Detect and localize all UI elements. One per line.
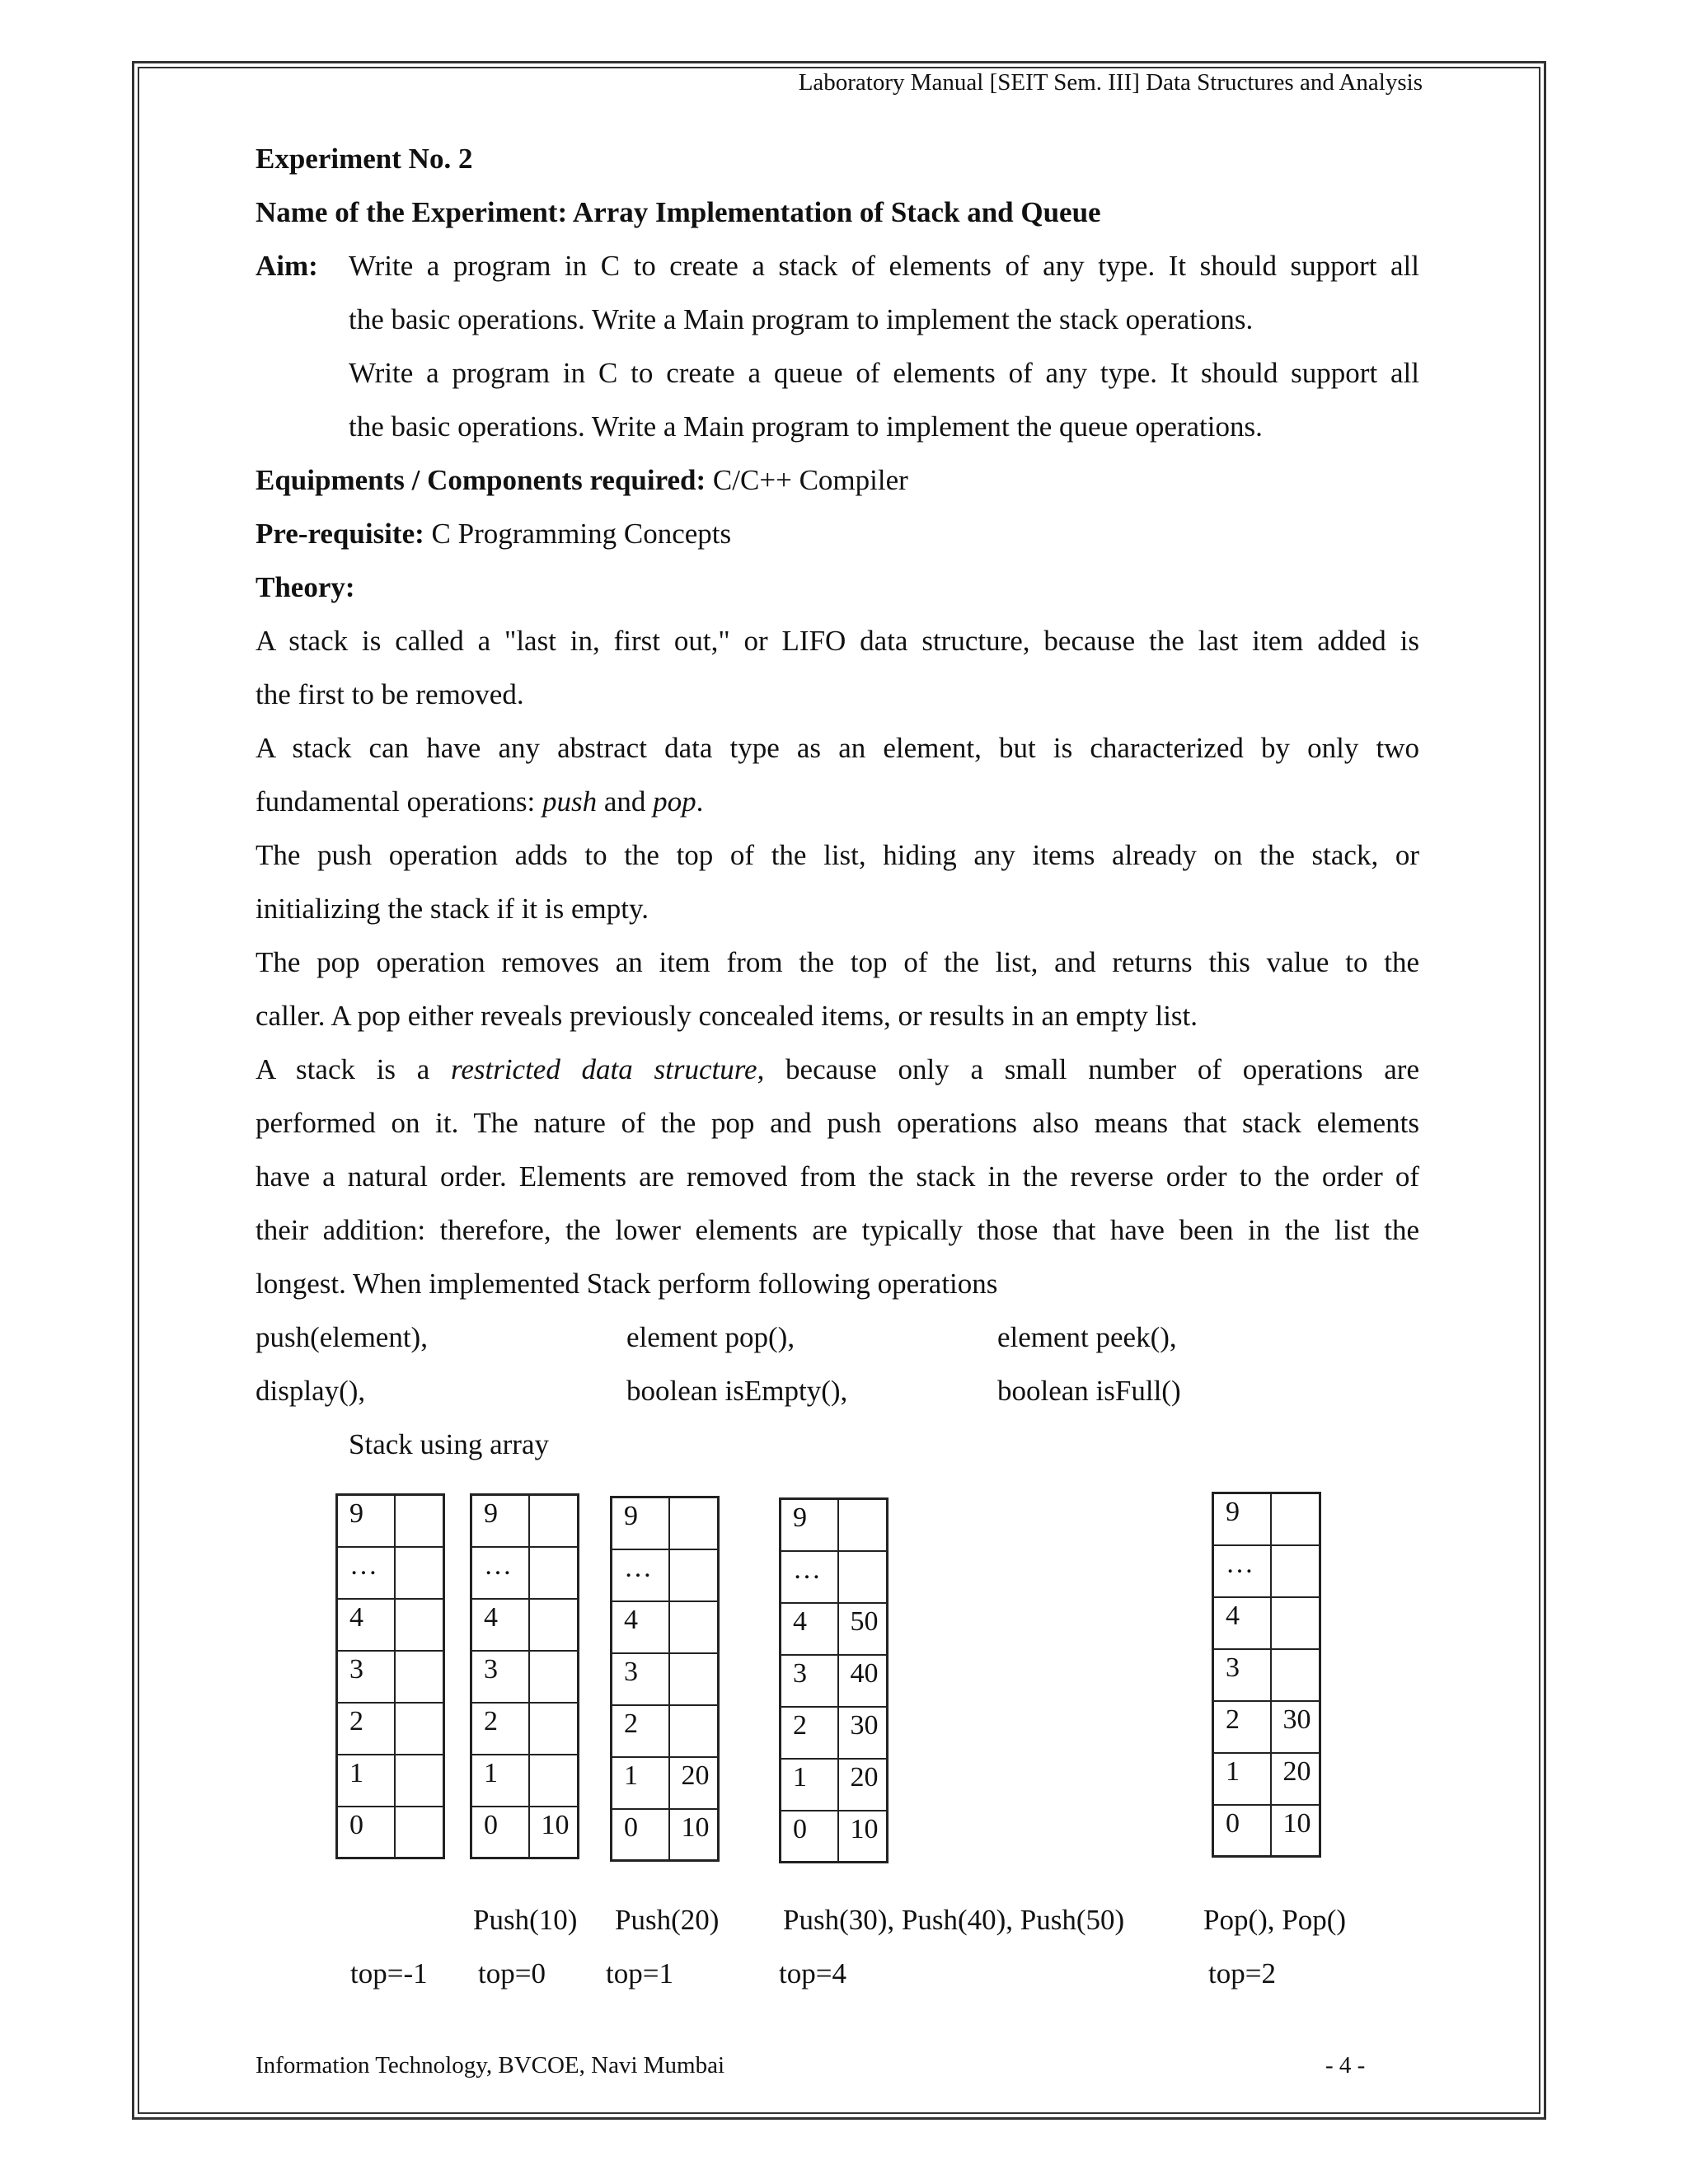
operation: push(element), (256, 1321, 428, 1353)
stack-row (781, 1551, 888, 1603)
stack-index-cell: 0 (337, 1807, 395, 1858)
experiment-number: Experiment No. 2 (256, 143, 473, 175)
stack-row (612, 1601, 719, 1653)
aim-label: Aim: (256, 250, 318, 282)
theory-line: initializing the stack if it is empty. (256, 893, 649, 925)
theory-line: A stack is called a "last in, first out," or LIFO data structure, because the last item added is (256, 625, 1419, 657)
aim-line: Write a program in C to create a queue of elements of any type. It should support all (349, 357, 1419, 389)
page-header: Laboratory Manual [SEIT Sem. III] Data Structures and Analysis (798, 69, 1423, 96)
stack-index-cell: 1 (471, 1755, 529, 1807)
theory-line: fundamental operations: push and pop. (256, 785, 704, 818)
operation: element peek(), (997, 1321, 1177, 1353)
aim-line: Write a program in C to create a stack of elements of any type. It should support all (349, 250, 1419, 282)
stack-index-cell: 0 (612, 1809, 669, 1861)
stack-value-cell (529, 1651, 579, 1703)
stack-index-cell: 1 (337, 1755, 395, 1807)
stack-row (1213, 1753, 1320, 1805)
operations-row (256, 1364, 1419, 1418)
stack-row (612, 1497, 719, 1549)
stack-index-cell: 2 (612, 1705, 669, 1757)
stack-row (612, 1653, 719, 1705)
stack-value-cell: 20 (1271, 1753, 1320, 1805)
stack-row (1213, 1597, 1320, 1649)
stack-row (781, 1759, 888, 1811)
stack-row (337, 1807, 444, 1858)
operations-row (256, 1310, 1419, 1364)
stack-value-cell (669, 1705, 719, 1757)
stack-index-cell: 3 (471, 1651, 529, 1703)
stack-row (471, 1807, 579, 1858)
stack-index-cell: 0 (1213, 1805, 1271, 1857)
stack-index-cell: 9 (471, 1495, 529, 1547)
stack-row (337, 1547, 444, 1599)
stack-value-cell: 40 (838, 1655, 888, 1707)
stack-index-cell: 3 (612, 1653, 669, 1705)
stack-row (612, 1809, 719, 1861)
aim-text (349, 239, 1419, 453)
stack-top-label: top=0 (478, 1957, 546, 1990)
stack-index-cell: 4 (471, 1599, 529, 1651)
stack-row (471, 1651, 579, 1703)
stack-value-cell: 10 (838, 1811, 888, 1863)
stack-row (471, 1495, 579, 1547)
stack-value-cell: 20 (838, 1759, 888, 1811)
stack-value-cell: 20 (669, 1757, 719, 1809)
stack-row (612, 1549, 719, 1601)
stack-value-cell (395, 1651, 444, 1703)
stack-diagram (1212, 1492, 1321, 1858)
theory-line: performed on it. The nature of the pop and push operations also means that stack elements (256, 1107, 1419, 1139)
stack-value-cell (1271, 1545, 1320, 1597)
stack-index-cell: 3 (1213, 1649, 1271, 1701)
stack-value-cell: 10 (529, 1807, 579, 1858)
prerequisite: Pre-requisite: C Programming Concepts (256, 518, 732, 550)
stack-row (1213, 1493, 1320, 1545)
stack-index-cell: 1 (781, 1759, 838, 1811)
stack-index-cell: 9 (781, 1499, 838, 1551)
stack-row (471, 1599, 579, 1651)
stack-index-cell: 4 (612, 1601, 669, 1653)
stack-index-cell: 3 (337, 1651, 395, 1703)
stack-index-cell: 2 (337, 1703, 395, 1755)
stack-row (1213, 1649, 1320, 1701)
stack-index-cell: 9 (1213, 1493, 1271, 1545)
stack-row (781, 1603, 888, 1655)
stack-value-cell (669, 1497, 719, 1549)
stack-index-cell: 0 (471, 1807, 529, 1858)
stack-row (612, 1705, 719, 1757)
stack-value-cell (1271, 1597, 1320, 1649)
operation: display(), (256, 1375, 366, 1407)
stack-index-cell: 1 (612, 1757, 669, 1809)
stack-value-cell (529, 1547, 579, 1599)
stack-diagram (610, 1496, 720, 1862)
equipments: Equipments / Components required: C/C++ Compiler (256, 464, 908, 496)
stack-index-cell: 4 (1213, 1597, 1271, 1649)
stack-value-cell (669, 1653, 719, 1705)
stack-value-cell (395, 1547, 444, 1599)
stack-op-label: Push(20) (615, 1904, 720, 1936)
stack-row (337, 1651, 444, 1703)
stack-row (471, 1703, 579, 1755)
stack-value-cell (395, 1807, 444, 1858)
theory-line: A stack is a restricted data structure, because only a small number of operations are (256, 1053, 1419, 1085)
stack-top-label: top=1 (606, 1957, 673, 1990)
stack-top-label: top=4 (779, 1957, 846, 1990)
stack-value-cell (669, 1549, 719, 1601)
stack-index-cell: 0 (781, 1811, 838, 1863)
stack-index-cell: … (471, 1547, 529, 1599)
stack-row (1213, 1701, 1320, 1753)
stack-row (781, 1707, 888, 1759)
stack-value-cell: 10 (669, 1809, 719, 1861)
stack-row (337, 1703, 444, 1755)
stack-value-cell (395, 1495, 444, 1547)
theory-line: The pop operation removes an item from the top of the list, and returns this value to the (256, 946, 1419, 978)
stack-value-cell: 50 (838, 1603, 888, 1655)
aim-line: the basic operations. Write a Main program to implement the stack operations. (349, 303, 1254, 335)
stack-diagram (335, 1493, 445, 1859)
stack-value-cell (395, 1755, 444, 1807)
stack-top-label: top=-1 (350, 1957, 428, 1990)
stack-op-label: Push(10) (473, 1904, 578, 1936)
stack-row (471, 1547, 579, 1599)
stack-value-cell (838, 1499, 888, 1551)
stack-row (1213, 1805, 1320, 1857)
operation: element pop(), (626, 1321, 795, 1353)
experiment-name: Name of the Experiment: Array Implementation of Stack and Queue (256, 196, 1101, 228)
stack-index-cell: 1 (1213, 1753, 1271, 1805)
document-body (256, 132, 1419, 1471)
stack-index-cell: 2 (1213, 1701, 1271, 1753)
stack-index-cell: 2 (471, 1703, 529, 1755)
stack-value-cell (395, 1599, 444, 1651)
theory-line: their addition: therefore, the lower elements are typically those that have been in the list the (256, 1214, 1419, 1246)
stack-index-cell: … (337, 1547, 395, 1599)
stack-value-cell: 30 (1271, 1701, 1320, 1753)
stack-index-cell: … (1213, 1545, 1271, 1597)
stack-row (337, 1599, 444, 1651)
stack-row (1213, 1545, 1320, 1597)
stack-value-cell (529, 1599, 579, 1651)
stack-index-cell: 9 (337, 1495, 395, 1547)
theory-line: caller. A pop either reveals previously concealed items, or results in an empty list. (256, 1000, 1198, 1032)
stack-row (337, 1495, 444, 1547)
page-number: - 4 - (1325, 2052, 1366, 2079)
aim-line: the basic operations. Write a Main program to implement the queue operations. (349, 410, 1263, 443)
stack-row (781, 1811, 888, 1863)
theory-line: the first to be removed. (256, 678, 524, 710)
stack-value-cell (1271, 1649, 1320, 1701)
footer-institution: Information Technology, BVCOE, Navi Mumbai (256, 2052, 725, 2079)
operation: boolean isFull() (997, 1375, 1181, 1407)
stack-value-cell (395, 1703, 444, 1755)
stack-index-cell: 2 (781, 1707, 838, 1759)
stack-op-label: Push(30), Push(40), Push(50) (783, 1904, 1125, 1936)
stack-value-cell (669, 1601, 719, 1653)
stack-index-cell: 9 (612, 1497, 669, 1549)
aim-section (256, 239, 1419, 453)
stack-value-cell (1271, 1493, 1320, 1545)
stack-index-cell: 4 (337, 1599, 395, 1651)
stack-diagram (470, 1493, 579, 1859)
theory-line: have a natural order. Elements are removed from the stack in the reverse order to the order of (256, 1160, 1419, 1193)
stack-value-cell (529, 1495, 579, 1547)
stack-value-cell: 30 (838, 1707, 888, 1759)
stack-row (337, 1755, 444, 1807)
stack-top-label: top=2 (1208, 1957, 1276, 1990)
stack-value-cell (529, 1703, 579, 1755)
theory-line: The push operation adds to the top of the list, hiding any items already on the stack, or (256, 839, 1419, 871)
stack-value-cell: 10 (1271, 1805, 1320, 1857)
stack-index-cell: 4 (781, 1603, 838, 1655)
operation: boolean isEmpty(), (626, 1375, 848, 1407)
stack-row (781, 1499, 888, 1551)
stack-value-cell (529, 1755, 579, 1807)
stack-index-cell: … (781, 1551, 838, 1603)
stack-value-cell (838, 1551, 888, 1603)
stack-index-cell: … (612, 1549, 669, 1601)
stack-row (471, 1755, 579, 1807)
stack-diagram (779, 1497, 889, 1863)
stack-op-label: Pop(), Pop() (1203, 1904, 1347, 1936)
theory-line: longest. When implemented Stack perform following operations (256, 1268, 998, 1300)
theory-heading: Theory: (256, 571, 355, 603)
stack-caption: Stack using array (349, 1428, 549, 1460)
stack-row (781, 1655, 888, 1707)
stack-index-cell: 3 (781, 1655, 838, 1707)
stack-row (612, 1757, 719, 1809)
theory-line: A stack can have any abstract data type as an element, but is characterized by only two (256, 732, 1419, 764)
